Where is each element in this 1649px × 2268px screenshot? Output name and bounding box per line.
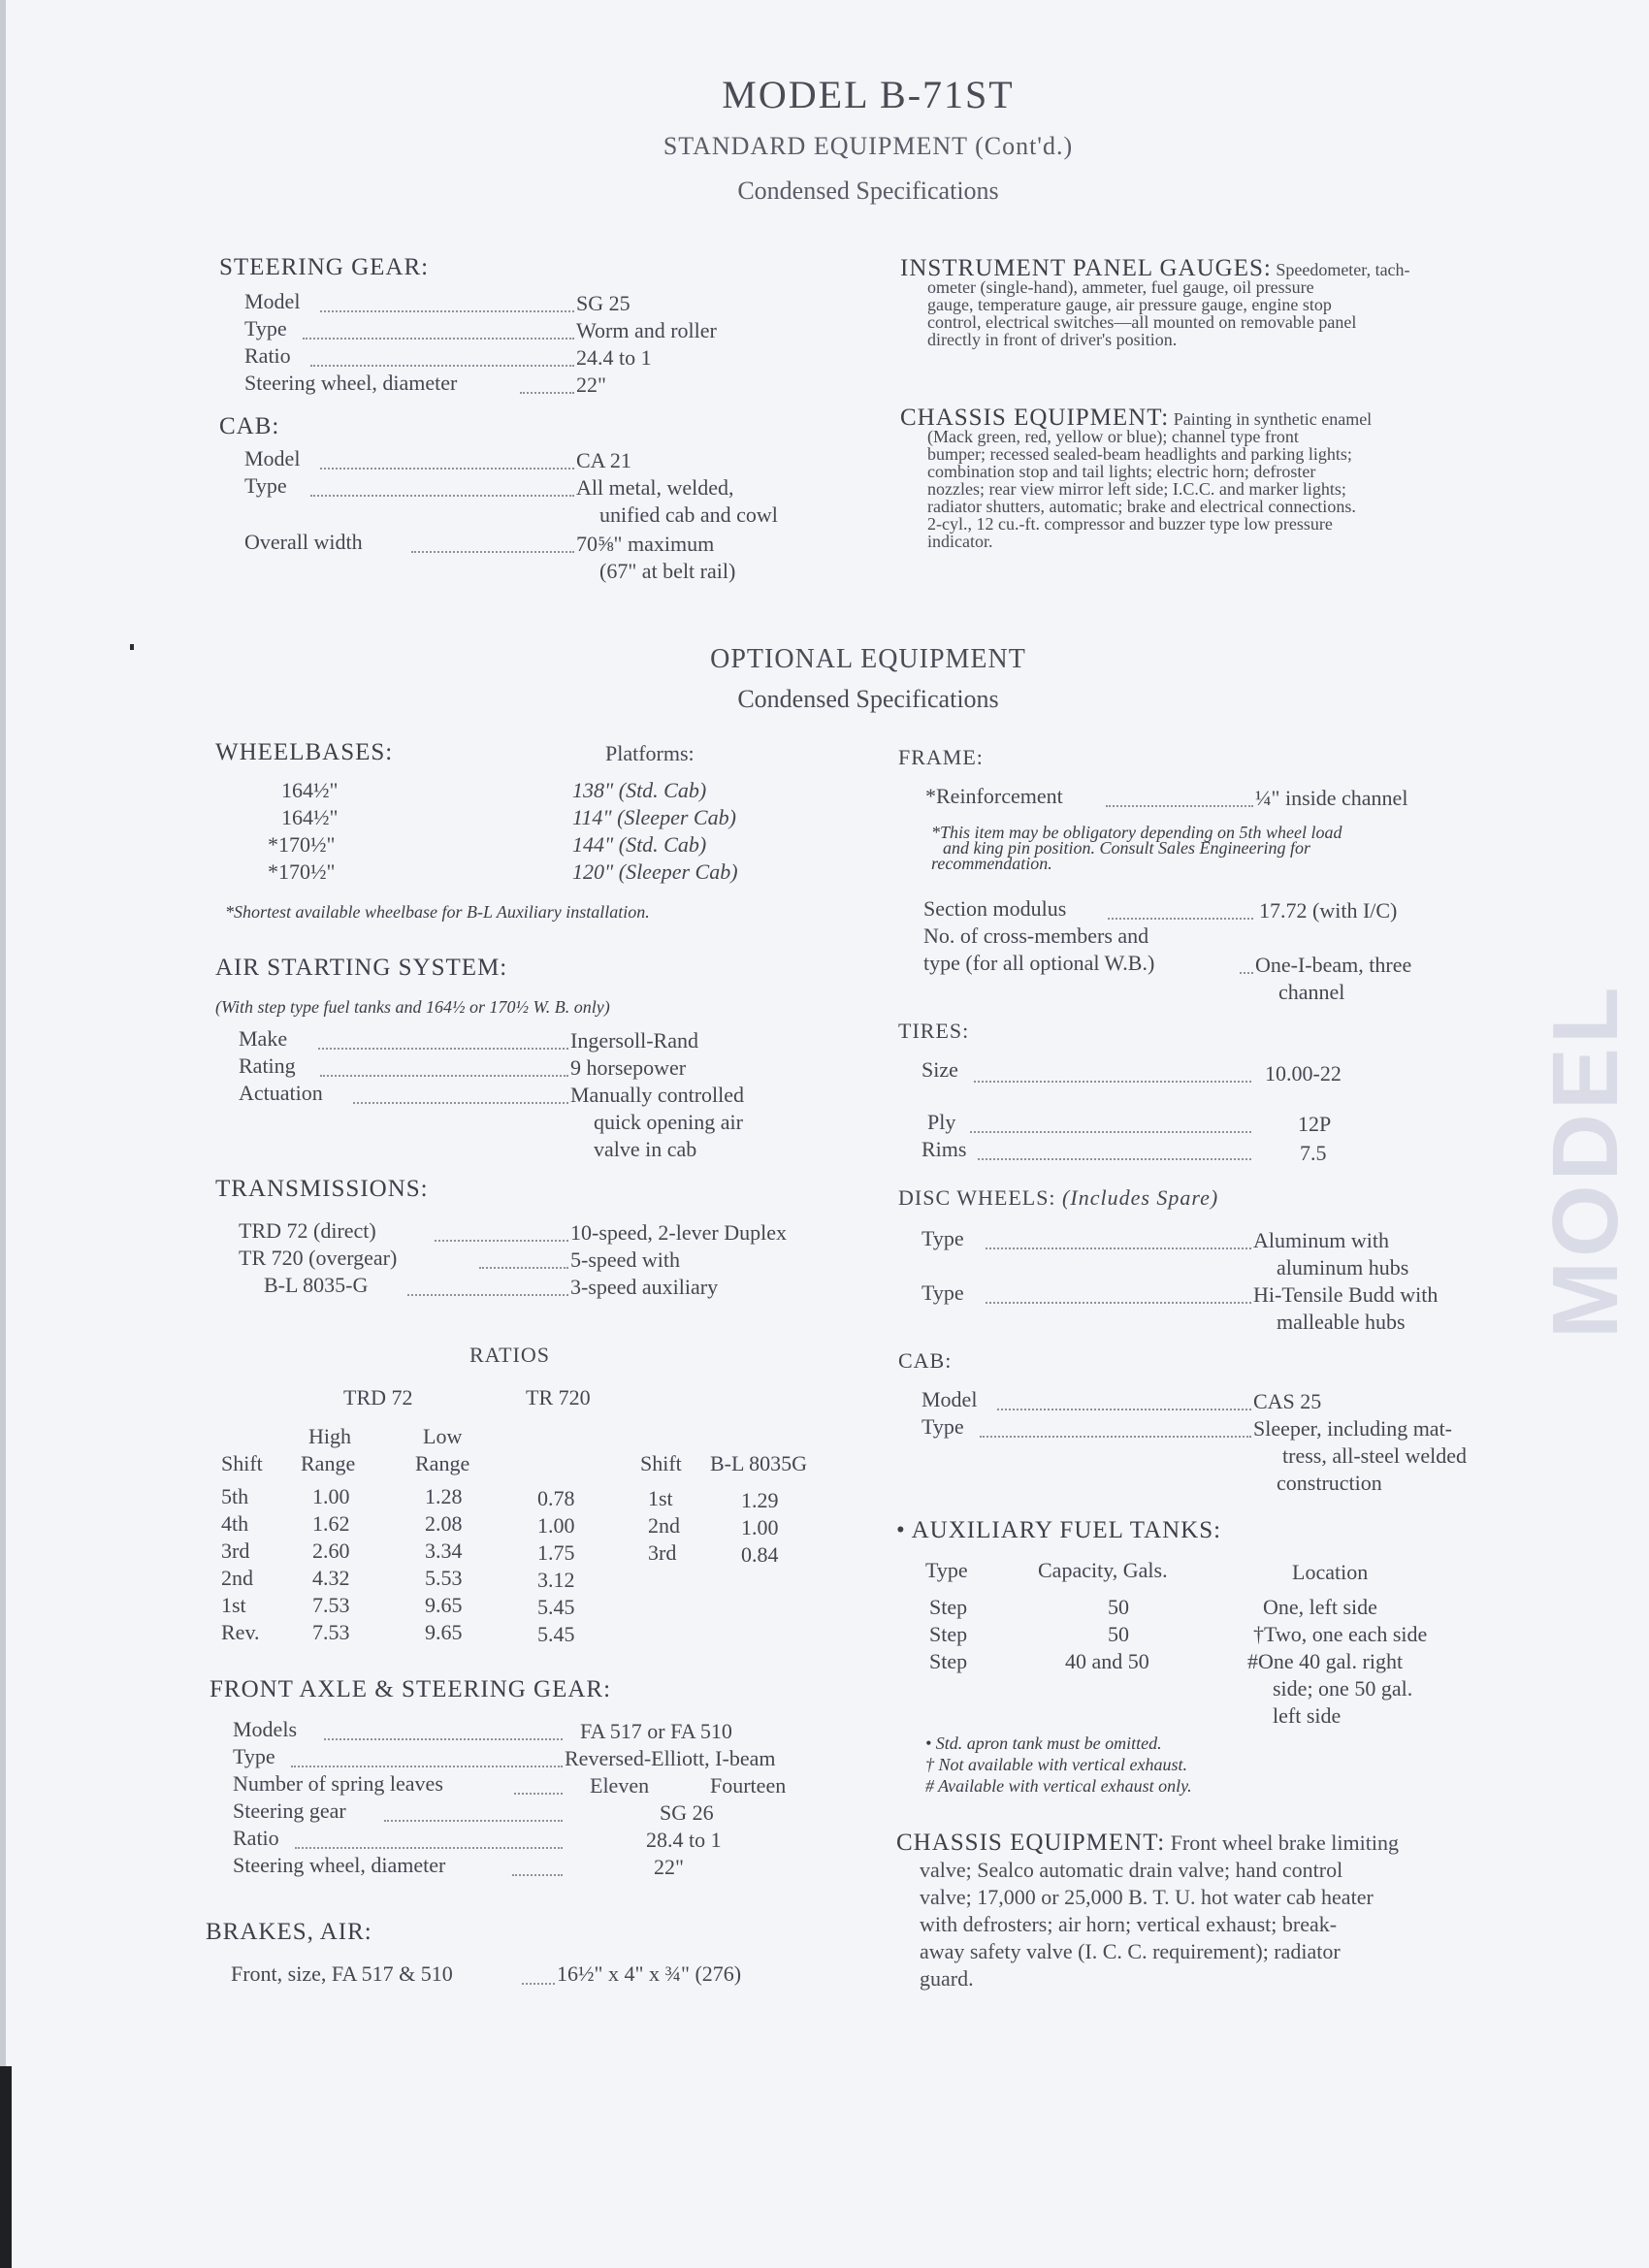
spec-label: Ratio: [233, 1826, 279, 1850]
platform-value: 138" (Std. Cab): [572, 778, 707, 802]
paragraph-text: Speedometer, tach-: [1276, 260, 1410, 279]
section-heading-note: (Includes Spare): [1062, 1185, 1219, 1210]
leader-dots: [320, 310, 574, 312]
spec-value: 7.5: [1300, 1141, 1327, 1165]
paragraph-text: nozzles; rear view mirror left side; I.C.C. and marker lights;: [927, 479, 1346, 499]
leader-dots: [970, 1131, 1251, 1133]
leader-dots: [997, 1409, 1251, 1410]
leader-dots: [974, 1081, 1251, 1083]
spec-value: unified cab and cowl: [599, 502, 778, 527]
spec-label: Make: [239, 1026, 288, 1051]
spec-value: tress, all-steel welded: [1282, 1443, 1467, 1468]
spec-label: Ply: [927, 1110, 956, 1134]
leader-dots: [320, 468, 574, 470]
table-cell: †Two, one each side: [1253, 1622, 1428, 1646]
paragraph-text: ometer (single-hand), ammeter, fuel gauge, oil pressure: [927, 277, 1314, 297]
table-cell: 50: [1108, 1622, 1129, 1646]
paragraph-text: valve; 17,000 or 25,000 B. T. U. hot water cab heater: [920, 1885, 1374, 1909]
spec-value: 3-speed auxiliary: [570, 1275, 719, 1299]
leader-dots: [295, 1847, 563, 1849]
column-heading: High: [308, 1424, 351, 1448]
leader-dots: [291, 1766, 563, 1767]
spec-label: Steering gear: [233, 1798, 346, 1823]
leader-dots: [980, 1436, 1251, 1438]
leader-dots: [978, 1158, 1251, 1160]
spec-value: SG 25: [576, 291, 630, 315]
paragraph-text: control, electrical switches—all mounted on removable panel: [927, 312, 1357, 332]
optional-title: OPTIONAL EQUIPMENT: [710, 644, 1026, 674]
spec-value: CAS 25: [1253, 1389, 1322, 1413]
spec-value: ¼" inside channel: [1255, 786, 1408, 810]
platform-value: 120" (Sleeper Cab): [572, 859, 738, 884]
wheelbase-value: 164½": [281, 805, 339, 829]
section-heading: FRAME:: [898, 745, 984, 769]
section-heading-text: DISC WHEELS:: [898, 1185, 1056, 1210]
column-group-heading: TRD 72: [343, 1385, 413, 1409]
table-cell: 40 and 50: [1065, 1649, 1149, 1673]
chassis-optional-paragraph: [896, 1830, 1517, 1993]
table-cell: One, left side: [1263, 1595, 1377, 1619]
platform-value: 144" (Std. Cab): [572, 832, 707, 857]
paragraph-text: combination stop and tail lights; electric horn; defroster: [927, 462, 1316, 481]
spec-label: Actuation: [239, 1081, 323, 1105]
spec-label: Overall width: [244, 530, 363, 554]
spec-value: Ingersoll-Rand: [570, 1028, 698, 1053]
column-heading: Capacity, Gals.: [1038, 1558, 1168, 1582]
spec-label: Type: [922, 1226, 964, 1250]
table-cell: 4th: [221, 1511, 249, 1536]
spec-label: *Reinforcement: [925, 784, 1063, 808]
chassis-standard-paragraph: [900, 405, 1521, 551]
table-cell: #One 40 gal. right: [1247, 1649, 1404, 1673]
table-cell: 3rd: [221, 1539, 250, 1563]
table-title: RATIOS: [469, 1343, 551, 1367]
table-cell: 50: [1108, 1595, 1129, 1619]
spec-value: Sleeper, including mat-: [1253, 1416, 1453, 1441]
table-cell: 0.78: [537, 1486, 575, 1510]
spec-label: Size: [922, 1057, 958, 1082]
paragraph-text: with defrosters; air horn; vertical exhaust; break-: [920, 1912, 1338, 1936]
spec-value: 10-speed, 2-lever Duplex: [570, 1220, 787, 1245]
section-heading: TIRES:: [898, 1019, 970, 1043]
spec-label: Steering wheel, diameter: [244, 371, 458, 395]
leader-dots: [479, 1267, 568, 1269]
paragraph-text: directly in front of driver's position.: [927, 330, 1178, 349]
footnote-line: and king pin position. Consult Sales Engineering for: [943, 838, 1310, 858]
table-cell: 7.53: [312, 1620, 350, 1644]
footnote: • Std. apron tank must be omitted.: [925, 1733, 1162, 1753]
spec-label: Model: [244, 446, 301, 470]
paragraph-text: Front wheel brake limiting: [1170, 1831, 1399, 1855]
section-heading: AIR STARTING SYSTEM:: [215, 955, 508, 981]
column-heading: Type: [925, 1558, 968, 1582]
table-cell: 5.45: [537, 1595, 575, 1619]
leader-dots: [324, 1738, 563, 1740]
table-cell: 1.28: [425, 1484, 463, 1508]
table-cell: Step: [929, 1622, 968, 1646]
spec-label: Number of spring leaves: [233, 1771, 443, 1796]
leader-dots: [435, 1240, 568, 1242]
table-cell: 2nd: [648, 1513, 680, 1538]
paragraph-text: valve; Sealco automatic drain valve; hand control: [920, 1858, 1343, 1882]
bleed-through-watermark: MODEL: [1534, 983, 1637, 1339]
table-cell: 0.84: [741, 1542, 779, 1567]
instrument-panel-paragraph: [900, 255, 1521, 349]
section-heading: CHASSIS EQUIPMENT:: [896, 1830, 1166, 1856]
paragraph-text: (Mack green, red, yellow or blue); channel type front: [927, 427, 1299, 446]
column-heading: Location: [1292, 1560, 1369, 1584]
paragraph-text: away safety valve (I. C. C. requirement); radiator: [920, 1939, 1341, 1963]
wheelbase-value: *170½": [268, 859, 336, 884]
table-cell: Step: [929, 1595, 968, 1619]
spec-value: 17.72 (with I/C): [1259, 898, 1398, 923]
spec-value: 9 horsepower: [570, 1055, 687, 1080]
table-cell: 1.75: [537, 1540, 575, 1565]
column-group-heading: TR 720: [526, 1385, 591, 1409]
table-cell: 2nd: [221, 1566, 253, 1590]
section-note: (With step type fuel tanks and 164½ or 170½ W. B. only): [215, 997, 610, 1017]
table-cell: 9.65: [425, 1620, 463, 1644]
section-heading: CHASSIS EQUIPMENT:: [900, 405, 1170, 431]
leader-dots: [986, 1302, 1251, 1304]
scan-edge: [0, 0, 6, 2268]
leader-dots: [303, 338, 574, 340]
column-heading: Shift: [221, 1451, 263, 1475]
leader-dots: [411, 551, 574, 553]
paragraph-text: bumper; recessed sealed-beam headlights and parking lights;: [927, 444, 1352, 464]
optional-subtitle: Condensed Specifications: [737, 685, 999, 713]
spec-value: 16½" x 4" x ¾" (276): [557, 1961, 742, 1986]
spec-value: One-I-beam, three: [1255, 953, 1412, 977]
section-heading: • AUXILIARY FUEL TANKS:: [896, 1517, 1222, 1543]
spec-label: Model: [244, 289, 301, 313]
spec-value: quick opening air: [594, 1110, 743, 1134]
spec-value: valve in cab: [594, 1137, 697, 1161]
footnote: # Available with vertical exhaust only.: [925, 1776, 1192, 1796]
table-cell: 1.62: [312, 1511, 350, 1536]
spec-label: TRD 72 (direct): [239, 1218, 376, 1243]
spec-label: Rims: [922, 1137, 967, 1161]
leader-dots: [522, 1983, 555, 1985]
spec-value: Hi-Tensile Budd with: [1253, 1282, 1439, 1307]
spec-value: (67" at belt rail): [599, 559, 736, 583]
table-cell: 1st: [648, 1486, 673, 1510]
spec-value: Eleven: [590, 1773, 650, 1798]
leader-dots: [407, 1294, 568, 1296]
column-heading: Range: [415, 1451, 470, 1475]
spec-value: 22": [576, 373, 606, 397]
table-cell: side; one 50 gal.: [1273, 1676, 1413, 1701]
table-cell: 4.32: [312, 1566, 350, 1590]
spec-label: type (for all optional W.B.): [923, 951, 1155, 975]
spec-value: 28.4 to 1: [646, 1828, 722, 1852]
spec-value: aluminum hubs: [1277, 1255, 1409, 1280]
platform-value: 114" (Sleeper Cab): [572, 805, 736, 829]
spec-label: No. of cross-members and: [923, 923, 1149, 948]
section-heading: WHEELBASES:: [215, 739, 394, 765]
table-cell: 2.60: [312, 1539, 350, 1563]
spec-value: channel: [1278, 980, 1345, 1004]
paragraph-text: radiator shutters, automatic; brake and electrical connections.: [927, 497, 1356, 516]
leader-dots: [986, 1247, 1251, 1249]
wheelbase-value: *170½": [268, 832, 336, 857]
spec-label: Models: [233, 1717, 297, 1741]
spec-label: Type: [244, 316, 287, 340]
spec-value: 22": [654, 1855, 684, 1879]
spec-label: Section modulus: [923, 896, 1067, 921]
section-heading: FRONT AXLE & STEERING GEAR:: [210, 1676, 612, 1702]
spec-label: Type: [922, 1280, 964, 1305]
table-cell: Rev.: [221, 1620, 260, 1644]
table-cell: 5.45: [537, 1622, 575, 1646]
table-cell: 1st: [221, 1593, 246, 1617]
spec-label: Model: [922, 1387, 978, 1411]
spec-value: 24.4 to 1: [576, 345, 652, 370]
table-cell: 3rd: [648, 1540, 677, 1565]
table-cell: 2.08: [425, 1511, 463, 1536]
spec-value: FA 517 or FA 510: [580, 1719, 732, 1743]
spec-value: 10.00-22: [1265, 1061, 1342, 1085]
section-heading: INSTRUMENT PANEL GAUGES:: [900, 255, 1272, 281]
page-title: MODEL B-71ST: [722, 73, 1015, 116]
spec-value: Aluminum with: [1253, 1228, 1389, 1252]
spec-value: All metal, welded,: [576, 475, 734, 500]
table-cell: 5th: [221, 1484, 249, 1508]
table-cell: 1.29: [741, 1488, 779, 1512]
table-cell: 1.00: [537, 1513, 575, 1538]
paragraph-text: gauge, temperature gauge, air pressure gauge, engine stop: [927, 295, 1332, 314]
footnote: † Not available with vertical exhaust.: [925, 1755, 1187, 1774]
spec-label: B-L 8035-G: [264, 1273, 369, 1297]
table-cell: 7.53: [312, 1593, 350, 1617]
leader-dots: [320, 1075, 568, 1077]
table-cell: 3.12: [537, 1568, 575, 1592]
spec-label: Type: [922, 1414, 964, 1439]
table-cell: left side: [1273, 1703, 1342, 1728]
spec-value: construction: [1277, 1471, 1382, 1495]
spec-value: SG 26: [660, 1800, 714, 1825]
page-subtitle-2: Condensed Specifications: [737, 177, 999, 205]
footnote-line: *This item may be obligatory depending on 5th wheel load: [931, 823, 1342, 842]
table-cell: 1.00: [312, 1484, 350, 1508]
column-heading: Shift: [640, 1451, 682, 1475]
paragraph-text: indicator.: [927, 532, 993, 551]
footnote: *Shortest available wheelbase for B-L Auxiliary installation.: [225, 902, 650, 922]
spec-value: Worm and roller: [576, 318, 717, 342]
table-cell: 1.00: [741, 1515, 779, 1539]
leader-dots: [512, 1874, 563, 1876]
table-cell: Step: [929, 1649, 968, 1673]
column-heading: Low: [423, 1424, 463, 1448]
spec-value: CA 21: [576, 448, 631, 472]
spec-label: Front, size, FA 517 & 510: [231, 1961, 453, 1986]
spec-value: 70⅝" maximum: [576, 532, 715, 556]
section-heading: CAB:: [219, 413, 280, 439]
leader-dots: [514, 1793, 563, 1795]
spec-label: TR 720 (overgear): [239, 1246, 398, 1270]
section-heading: CAB:: [898, 1348, 953, 1373]
table-cell: 5.53: [425, 1566, 463, 1590]
paragraph-text: Painting in synthetic enamel: [1173, 409, 1373, 429]
spec-label: Type: [233, 1744, 275, 1768]
leader-dots: [1108, 918, 1253, 920]
leader-dots: [310, 495, 574, 497]
footnotes: [925, 1733, 1192, 1797]
paragraph-text: 2-cyl., 12 cu.-ft. compressor and buzzer type low pressure: [927, 514, 1333, 534]
spec-label: Type: [244, 473, 287, 498]
scan-shadow: [0, 2066, 12, 2268]
footnote: [931, 825, 1342, 871]
leader-dots: [384, 1820, 563, 1822]
column-heading: Platforms:: [605, 741, 695, 765]
spec-value: malleable hubs: [1277, 1310, 1406, 1334]
column-heading: Range: [301, 1451, 356, 1475]
spec-value: 5-speed with: [570, 1247, 681, 1272]
table-cell: 9.65: [425, 1593, 463, 1617]
leader-dots: [1106, 805, 1253, 807]
table-cell: 3.34: [425, 1539, 463, 1563]
spec-value: 12P: [1298, 1112, 1332, 1136]
wheelbase-value: 164½": [281, 778, 339, 802]
leader-dots: [1240, 972, 1253, 974]
leader-dots: [318, 1048, 568, 1050]
spec-value: Fourteen: [710, 1773, 787, 1798]
spec-value: Reversed-Elliott, I-beam: [565, 1746, 776, 1770]
section-heading: TRANSMISSIONS:: [215, 1176, 429, 1202]
leader-dots: [310, 365, 574, 367]
spec-value: Manually controlled: [570, 1083, 745, 1107]
spec-label: Ratio: [244, 343, 291, 368]
section-heading: STEERING GEAR:: [219, 254, 430, 280]
leader-dots: [353, 1102, 568, 1104]
section-heading: [898, 1185, 1218, 1211]
spec-label: Steering wheel, diameter: [233, 1853, 446, 1877]
paragraph-text: guard.: [920, 1966, 974, 1991]
page-subtitle: STANDARD EQUIPMENT (Cont'd.): [663, 132, 1074, 160]
spec-label: Rating: [239, 1053, 296, 1078]
footnote-line: recommendation.: [931, 854, 1052, 873]
column-heading: B-L 8035G: [710, 1451, 808, 1475]
leader-dots: [520, 392, 574, 394]
section-heading: BRAKES, AIR:: [206, 1919, 372, 1945]
